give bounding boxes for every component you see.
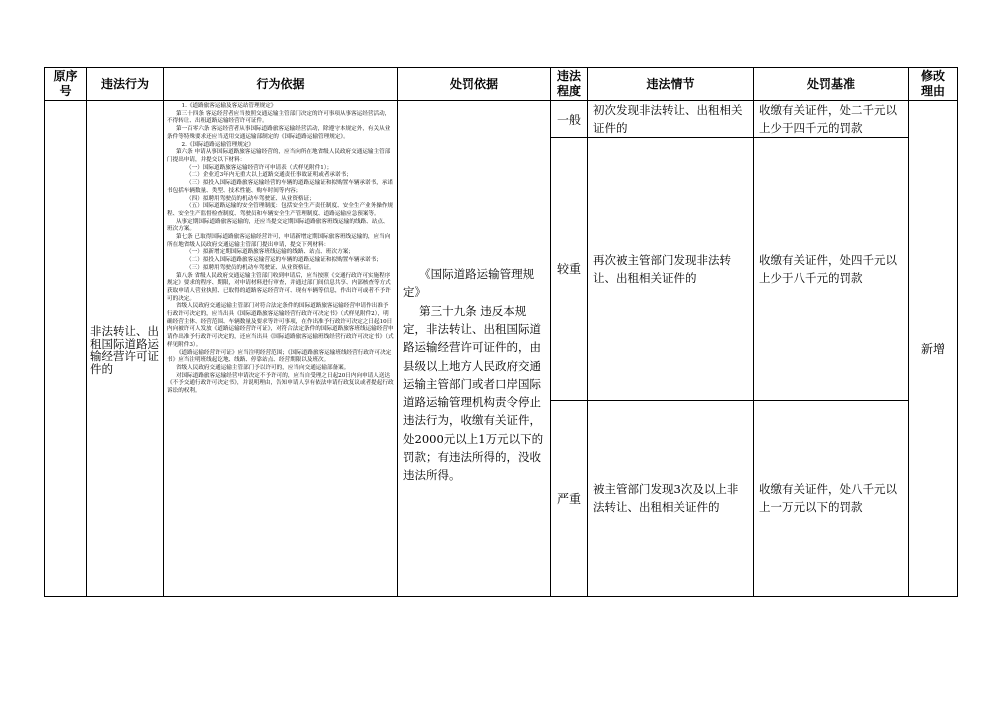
legal-basis-paragraph: 省级人民政府交通运输主管部门对符合法定条件的国际道路旅客运输经营申请作出准予行政许可决定的，应当出具《国际道路旅客运输经营行政许可决定书》（式样见附件2），明确经营主体、经营范围、车辆数量及要求等许可事项，在作出准予行政许可决定之日起10日内向被许可人发放《道路运输经营许可证》，对符合法定条件的国际道路旅客班线运输经营申请作出准予行政许可决定的，还应当出具《国际道路旅客运输班线经营行政许可决定书》（式样见附件3）。 [167,303,394,348]
header-penalty-basis: 处罚依据 [398,68,551,101]
legal-basis-paragraph: （二）拟投入国际道路旅客运输营运的车辆的道路运输证和拟购置车辆承诺书； [186,257,382,264]
legal-basis [164,101,398,597]
penalty-article: 第三十九条 违反本规定，非法转让、出租国际道路运输经营许可证件的，由县级以上地方人民政府交通运输主管部门或者口岸国际道路运输管理机构责令停止违法行为，收缴有关证件，处2000元以上1万元以下的罚款；有违法所得的，没收违法所得。 [403,303,544,483]
standard-serious: 收缴有关证件，处四千元以上少于八千元的罚款 [754,138,909,400]
legal-basis-paragraph: 第六条 申请从事国际道路旅客运输经营的，应当向所在地省级人民政府交通运输主管部门提出申请，并提交以下材料： [167,149,391,163]
legal-basis-paragraph: （五）国际道路运输的安全管理制度：包括安全生产责任制度、安全生产业务操作规程、安全生产监督检查制度、驾驶员和车辆安全生产管理制度、道路运输应急预案等。 [167,203,394,217]
legal-basis-paragraph: （三）拟聘用驾驶员的机动车驾驶证、从业资格证。 [186,264,315,271]
legal-basis-paragraph: 《道路运输经营许可证》应当注明经营范围；《国际道路旅客运输班线经营行政许可决定书》应当注明班线起讫地、线路、停靠站点、经营期限以及班次。 [167,349,392,364]
standard-general: 收缴有关证件，处二千元以上少于四千元的罚款 [754,101,909,138]
revision-reason: 新增 [909,101,958,597]
row-seq [45,101,87,597]
legal-basis-paragraph: 从事定期国际道路旅客运输的，还应当提交定期国际道路旅客班线运输的线路、站点、班次方案。 [167,218,389,233]
table-row [45,101,958,138]
legal-basis-paragraph: 2.《国际道路运输管理规定》 [181,141,255,148]
legal-basis-paragraph: 对国际道路旅客运输经营申请决定不予许可的，应当自受理之日起20日内向申请人送达《不予交通行政许可决定书》，并说明理由，告知申请人享有依法申请行政复议或者提起行政诉讼的权利。 [167,372,394,395]
legal-basis-paragraph: 第三十四条 客运经营者应当按照交通运输主管部门决定的许可事项从事客运经营活动，不得转让、出租道路运输经营许可证件。 [167,110,391,125]
legal-basis-paragraph: （二）企业近3年内无重大以上道路交通责任事故证明或者承诺书； [186,172,352,179]
header-seq: 原序号 [45,68,87,101]
legal-basis-paragraph: （三）拟投入国际道路旅客运输经营的车辆的道路运输证和拟购置车辆承诺书，承诺书包括车辆数量、类型、技术性能、购车时间等内容； [167,180,394,194]
penalty-standard-table [44,67,958,597]
degree-severe: 严重 [551,400,588,596]
circumstance-general: 初次发现非法转让、出租相关证件的 [588,101,754,138]
header-circumstance: 违法情节 [588,68,754,101]
standard-severe: 收缴有关证件，处八千元以上一万元以下的罚款 [754,400,909,596]
legal-basis-paragraph: 1.《道路旅客运输及客运站管理规定》 [181,103,277,110]
header-act: 违法行为 [87,68,164,101]
legal-basis-paragraph: （一）拟新增定期国际道路旅客班线运输的线路、站点、班次方案； [186,249,354,256]
legal-basis-paragraph: 第一百零六条 客运经营者从事国际道路旅客运输经营活动，除遵守本规定外，有关从业条件等特殊要求还应当适用交通运输部制定的《国际道路运输管理规定》。 [167,126,391,140]
header-row [45,68,958,101]
legal-basis-paragraph: 第八条 省级人民政府交通运输主管部门收到申请后，应当按照《交通行政许可实施程序规定》要求的程序、期限，对申请材料进行审查，并通过部门间信息共享、内部核查等方式获取申请人营业执照、已取得的道路客运经营许可、现有车辆等信息，作出许可或者不予许可的决定。 [167,272,391,302]
header-degree: 违法程度 [551,68,588,101]
degree-serious: 较重 [551,138,588,400]
penalty-title: 《国际道路运输管理规定》 [403,267,535,300]
legal-basis-paragraph: 第七条 已取得国际道路旅客运输经营许可，申请新增定期国际旅客班线运输的，应当向所在地省级人民政府交通运输主管部门提出申请，提交下列材料： [167,234,391,248]
header-reason: 修改理由 [909,68,958,101]
circumstance-serious: 再次被主管部门发现非法转让、出租相关证件的 [588,138,754,400]
legal-basis-paragraph: （一）国际道路旅客运输经营许可申请表（式样见附件1）； [186,164,333,171]
legal-basis-text [167,103,394,396]
legal-basis-paragraph: （四）拟聘用驾驶员的机动车驾驶证、从业资格证； [186,195,315,202]
header-basis: 行为依据 [164,68,398,101]
legal-basis-paragraph: 省级人民政府交通运输主管部门予以许可的，应当向交通运输部备案。 [175,364,350,371]
penalty-basis [398,101,551,597]
degree-general: 一般 [551,101,588,138]
circumstance-severe: 被主管部门发现3次及以上非法转让、出租相关证件的 [588,400,754,596]
header-standard: 处罚基准 [754,68,909,101]
violation-act: 非法转让、出租国际道路运输经营许可证件的 [87,101,164,597]
